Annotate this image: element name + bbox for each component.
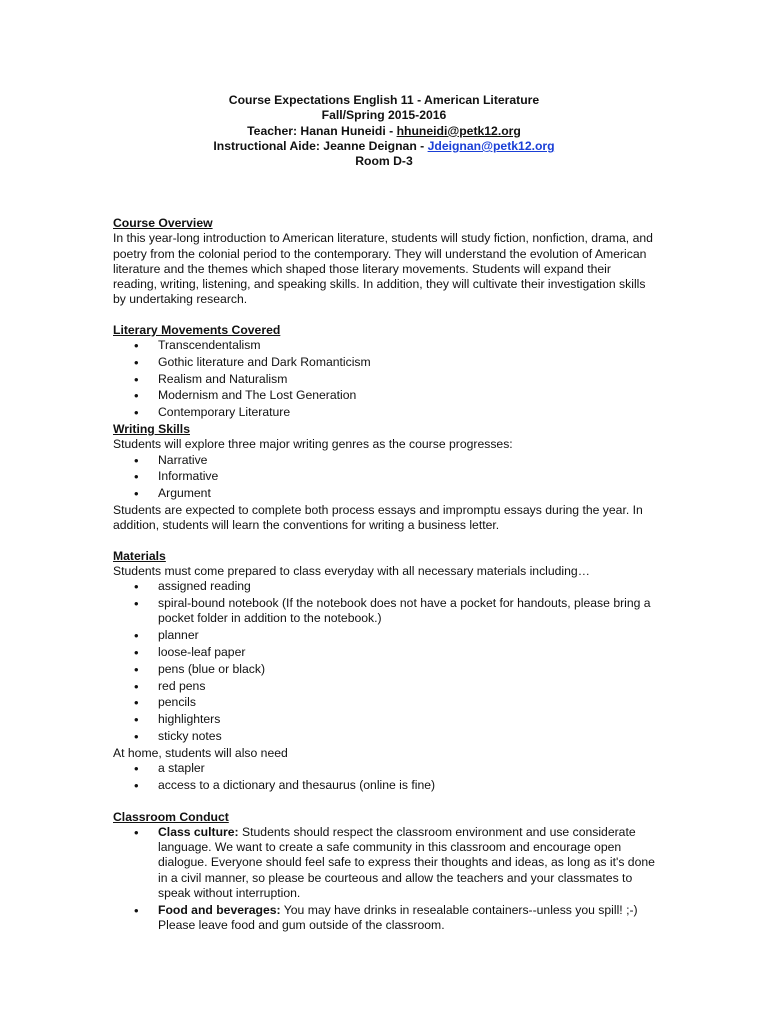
conduct-item-label: Food and beverages: — [158, 902, 281, 917]
overview-heading: Course Overview — [113, 216, 213, 230]
course-title: Course Expectations English 11 - American Literature — [228, 93, 540, 107]
spacer — [113, 308, 658, 323]
list-item: • Informative — [113, 469, 658, 484]
list-item: • a stapler — [113, 761, 658, 776]
spacer — [113, 534, 658, 549]
conduct-list — [113, 825, 658, 934]
list-item: • access to a dictionary and thesaurus (online is fine) — [113, 778, 658, 793]
list-item: • Narrative — [113, 453, 658, 468]
aide-email-link[interactable]: Jdeignan@petk12.org — [427, 138, 555, 153]
teacher-line — [0, 124, 768, 139]
list-item: • highlighters — [113, 712, 658, 727]
list-item: • spiral-bound notebook (If the notebook does not have a pocket for handouts, please bring a pocket folder in addition to the notebook.) — [113, 596, 658, 627]
aide-line — [0, 139, 768, 154]
movements-list — [113, 338, 658, 420]
materials-heading: Materials — [113, 548, 166, 563]
teacher-email-link[interactable]: hhuneidi@petk12.org — [396, 123, 521, 138]
list-item: • Realism and Naturalism — [113, 372, 658, 387]
document-header — [0, 93, 768, 169]
list-item: • loose-leaf paper — [113, 645, 658, 660]
list-item: • assigned reading — [113, 579, 658, 594]
conduct-item-text: Students should respect the classroom environment and use considerate language. We want to create a safe community in this classroom and encourage open dialogue. Everyone should feel safe to express their thoughts and ideas, as long as it's done in a civil manner, so please be courteous and allow the teachers and your classmates to speak without interruption. — [158, 824, 655, 901]
course-term: Fall/Spring 2015-2016 — [321, 108, 447, 123]
room-number: Room D-3 — [355, 154, 413, 169]
aide-label: Instructional Aide: Jeanne Deignan - — [213, 138, 428, 153]
conduct-item-text: You may have drinks in resealable containers--unless you spill! ;-) Please leave food and gum outside of the classroom. — [158, 902, 638, 933]
overview-text: In this year-long introduction to American literature, students will study fiction, nonfiction, drama, and poetry from the colonial period to the contemporary. They will understand the evolution of American literature and the themes which shaped those literary movements. Students will expand their reading, writing, listening, and speaking skills. In addition, they will cultivate their investigation skills by undertaking research. — [113, 231, 653, 307]
writing-intro: Students will explore three major writing genres as the course progresses: — [113, 437, 513, 452]
list-item: • pencils — [113, 695, 658, 710]
conduct-heading: Classroom Conduct — [113, 809, 229, 824]
list-item — [113, 903, 658, 934]
list-item: • Transcendentalism — [113, 338, 658, 353]
list-item: • Contemporary Literature — [113, 405, 658, 420]
list-item: • red pens — [113, 679, 658, 694]
list-item — [113, 825, 658, 901]
writing-list — [113, 453, 658, 502]
materials-intro: Students must come prepared to class everyday with all necessary materials including… — [113, 563, 590, 578]
list-item: • Modernism and The Lost Generation — [113, 388, 658, 403]
spacer — [113, 795, 658, 810]
list-item: • planner — [113, 628, 658, 643]
home-materials-list — [113, 761, 658, 793]
list-item: • Gothic literature and Dark Romanticism — [113, 355, 658, 370]
document-body — [113, 216, 658, 935]
conduct-item-label: Class culture: — [158, 824, 239, 839]
list-item: • sticky notes — [113, 729, 658, 744]
list-item: • pens (blue or black) — [113, 662, 658, 677]
movements-heading: Literary Movements Covered — [113, 322, 281, 337]
list-item: • Argument — [113, 486, 658, 501]
teacher-label: Teacher: Hanan Huneidi - — [247, 123, 397, 138]
home-materials-intro: At home, students will also need — [113, 745, 288, 760]
writing-heading: Writing Skills — [113, 422, 190, 437]
writing-outro: Students are expected to complete both process essays and impromptu essays during the year. In addition, students will learn the conventions for writing a business letter. — [113, 503, 643, 533]
materials-list — [113, 579, 658, 744]
